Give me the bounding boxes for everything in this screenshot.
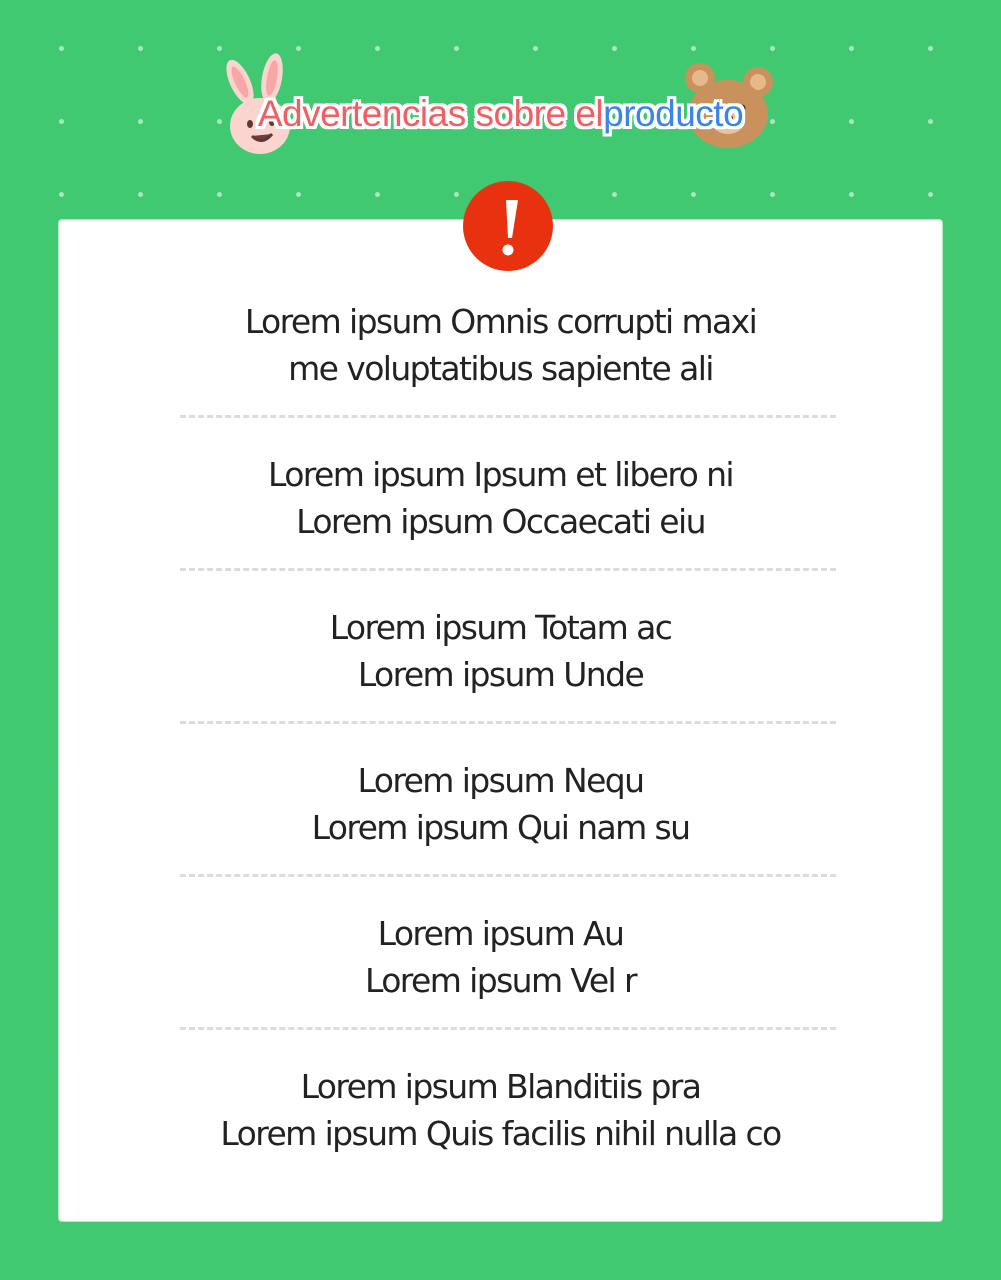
title-part-1: Advertencias sobre el: [257, 93, 604, 134]
header: [0, 0, 1001, 180]
item-line-1: Lorem ipsum Au: [377, 914, 624, 953]
dashed-divider: [180, 415, 836, 418]
item-line-2: Lorem ipsum Qui nam su: [311, 808, 690, 847]
list-item: [59, 755, 942, 908]
exclamation-icon: [462, 180, 554, 272]
item-line-2: Lorem ipsum Quis facilis nihil nulla co: [220, 1114, 781, 1153]
list-item: [59, 449, 942, 602]
item-line-2: Lorem ipsum Vel r: [365, 961, 636, 1000]
item-line-1: Lorem ipsum Omnis corrupti maxi: [244, 302, 757, 341]
item-line-2: me voluptatibus sapiente ali: [288, 349, 713, 388]
list-item: [59, 908, 942, 1061]
list-item: [59, 1061, 942, 1214]
dashed-divider: [180, 874, 836, 877]
dashed-divider: [180, 721, 836, 724]
item-line-1: Lorem ipsum Nequ: [357, 761, 644, 800]
list-item: [59, 602, 942, 755]
item-line-2: Lorem ipsum Unde: [357, 655, 644, 694]
item-line-2: Lorem ipsum Occaecati eiu: [296, 502, 705, 541]
dashed-divider: [180, 1027, 836, 1030]
list-item: [59, 296, 942, 449]
item-line-1: Lorem ipsum Totam ac: [329, 608, 672, 647]
title-part-2: producto: [603, 93, 744, 134]
page-title: [0, 93, 1001, 135]
item-line-1: Lorem ipsum Blanditiis pra: [300, 1067, 701, 1106]
dashed-divider: [180, 568, 836, 571]
warning-list: [59, 296, 942, 1214]
item-line-1: Lorem ipsum Ipsum et libero ni: [268, 455, 733, 494]
